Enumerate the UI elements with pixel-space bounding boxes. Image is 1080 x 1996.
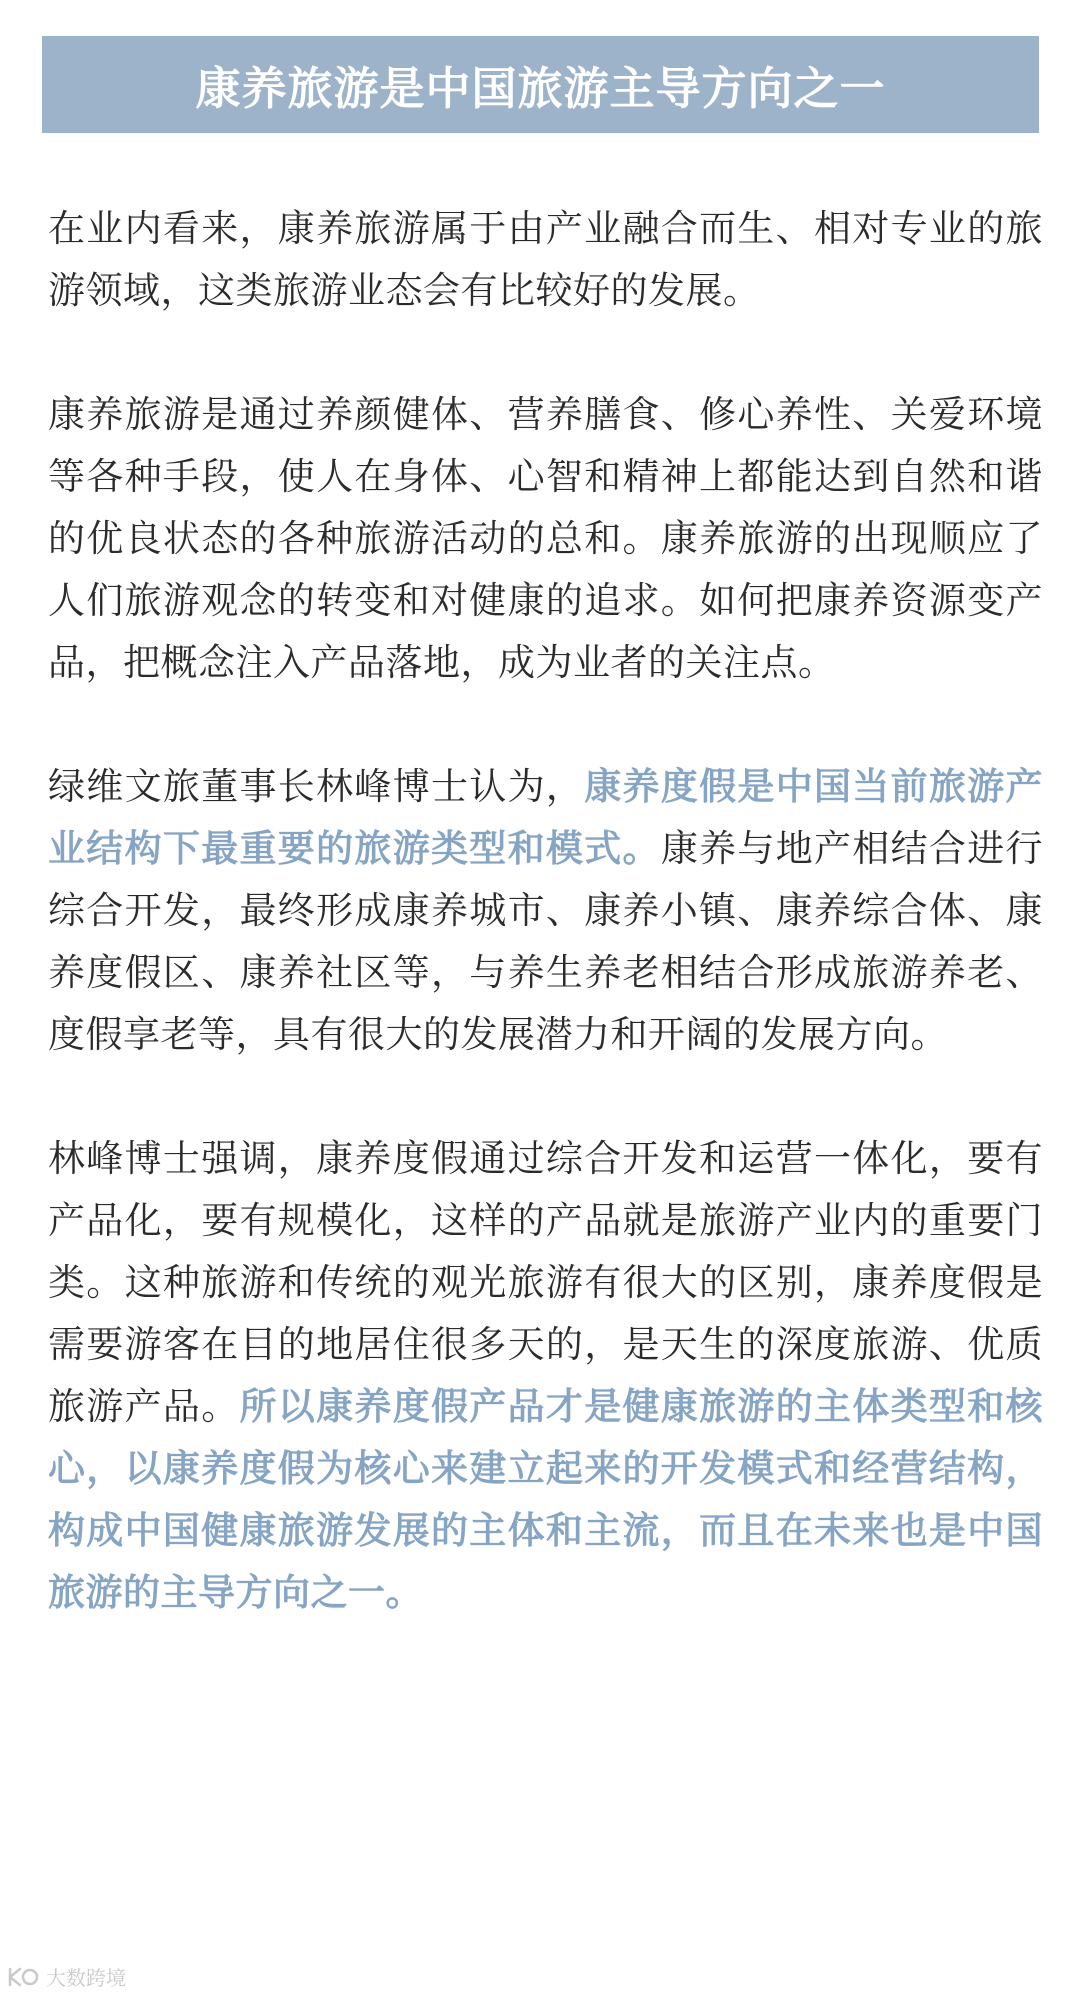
paragraph-4-lead: 林峰博士强调，康养度假通过综合开发和运营一体化，要有产品化，要有规模化，这样的产品就是旅游产业内的重要门类。这种旅游和传统的观光旅游有很大的区别，康养度假是需要游客在目的地居住很多天的，是天生的深度旅游、优质旅游产品。 [48,1137,1043,1428]
paragraph-2 [48,384,1043,694]
article-body [48,198,1043,1686]
paragraph-1-text: 在业内看来，康养旅游属于由产业融合而生、相对专业的旅游领域，这类旅游业态会有比较好的发展。 [48,207,1043,312]
paragraph-3-tail: 康养与地产相结合进行综合开发，最终形成康养城市、康养小镇、康养综合体、康养度假区、康养社区等，与养生养老相结合形成旅游养老、度假享老等，具有很大的发展潜力和开阔的发展方向。 [48,827,1044,1056]
paragraph-3-highlight: 康养度假是中国当前旅游产业结构下最重要的旅游类型和模式。 [48,765,1044,870]
paragraph-3 [48,756,1043,1066]
paragraph-4 [48,1128,1043,1624]
watermark [6,1962,126,1991]
watermark-text: 大数跨境 [46,1968,126,1990]
title-banner [42,36,1039,133]
paragraph-3-lead: 绿维文旅董事长林峰博士认为， [48,765,585,808]
paragraph-1 [48,198,1043,322]
paragraph-4-highlight: 所以康养度假产品才是健康旅游的主体类型和核心，以康养度假为核心来建立起来的开发模式和经营结构，构成中国健康旅游发展的主体和主流，而且在未来也是中国旅游的主导方向之一。 [48,1385,1043,1614]
paragraph-2-text: 康养旅游是通过养颜健体、营养膳食、修心养性、关爱环境等各种手段，使人在身体、心智和精神上都能达到自然和谐的优良状态的各种旅游活动的总和。康养旅游的出现顺应了人们旅游观念的转变和对健康的追求。如何把康养资源变产品，把概念注入产品落地，成为业者的关注点。 [48,393,1043,684]
k-logo-icon [6,1966,40,1988]
page-title: 康养旅游是中国旅游主导方向之一 [195,62,886,115]
